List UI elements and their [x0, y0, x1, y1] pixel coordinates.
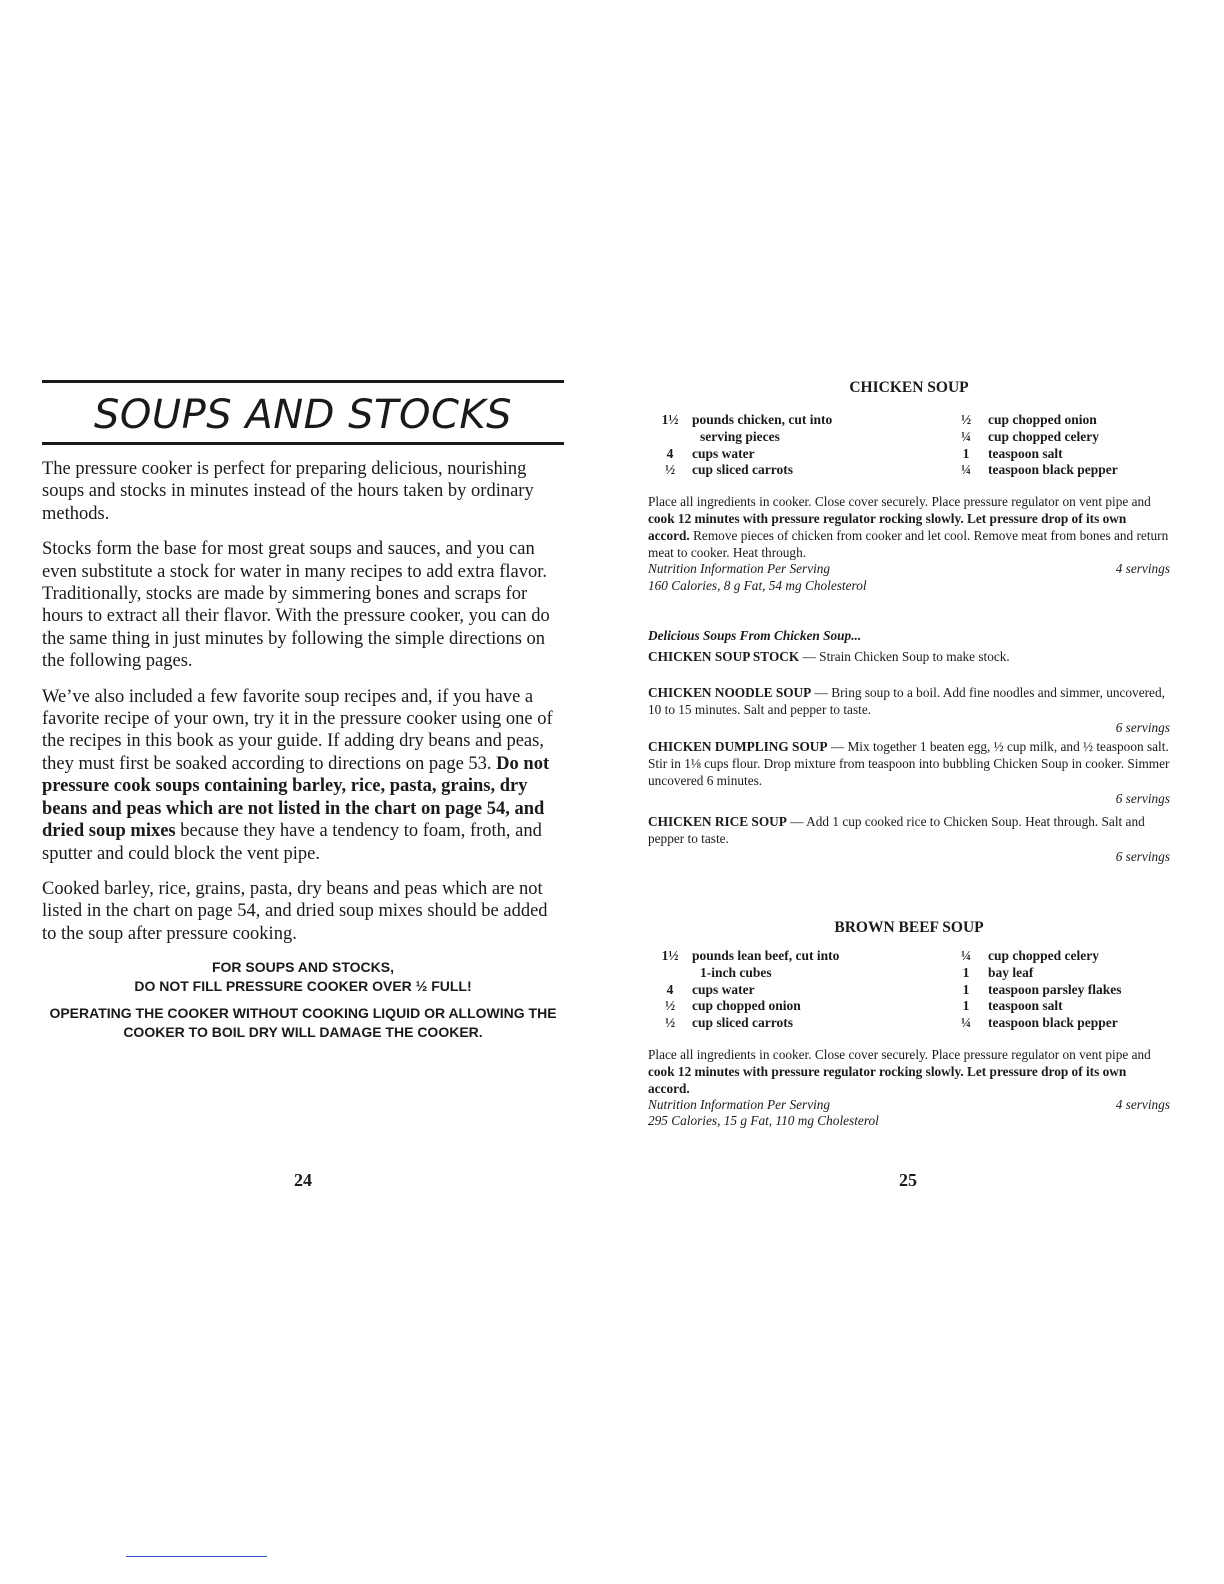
ingredient-text: cup chopped celery — [988, 428, 1099, 444]
ingredient-row — [944, 412, 1170, 429]
chicken-soup-title: CHICKEN SOUP — [849, 379, 969, 396]
ingredient-row — [648, 446, 944, 463]
directions-part: Place all ingredients in cooker. Close cover securely. Place pressure regulator on vent pipe and — [648, 1046, 1151, 1062]
variation-name: CHICKEN DUMPLING SOUP — [648, 739, 828, 754]
ingredients-left-column — [648, 412, 944, 479]
p3-end: because they have a tendency to foam, froth, and sputter and could block the vent pipe. — [42, 821, 542, 864]
directions-part: Place all ingredients in cooker. Close cover securely. Place pressure regulator on vent pipe and — [648, 494, 1151, 510]
variations-heading: Delicious Soups From Chicken Soup... — [648, 628, 862, 643]
directions-bold: cook 12 minutes with pressure regulator rocking slowly. Let pressure drop of its own accord. — [648, 1063, 1127, 1096]
boil-dry-warning: OPERATING THE COOKER WITHOUT COOKING LIQUID OR ALLOWING THE COOKER TO BOIL DRY WILL DAMAGE THE COOKER. — [49, 1005, 557, 1041]
ingredient-text: bay leaf — [988, 964, 1034, 980]
chicken-soup-nutrition-values: 160 Calories, 8 g Fat, 54 mg Cholesterol — [648, 577, 867, 593]
ingredient-row — [944, 982, 1170, 999]
ingredient-qty: ½ — [664, 1015, 676, 1031]
variation-name: CHICKEN NOODLE SOUP — [648, 685, 812, 700]
variation-servings: 6 servings — [1115, 791, 1170, 806]
ingredient-text: cup chopped onion — [988, 412, 1097, 427]
ingredient-qty: 4 — [666, 981, 674, 997]
chicken-soup-directions — [648, 493, 1170, 561]
p3-bold-warning: Do not pressure cook soups containing barley, rice, pasta, grains, dry beans and peas which are not listed in the chart on page 54, and dried soup mixes — [42, 753, 550, 842]
beef-soup-title: BROWN BEEF SOUP — [834, 919, 984, 936]
ingredient-row — [944, 1015, 1170, 1032]
ingredient-qty: 1 — [962, 998, 970, 1014]
chicken-soup-variations — [648, 627, 1170, 865]
ingredient-row — [648, 462, 944, 479]
ingredient-qty: ½ — [664, 462, 676, 478]
variation-stock — [648, 648, 1170, 665]
ingredient-continuation: serving pieces — [700, 428, 780, 444]
p3-start: We’ve also included a few favorite soup recipes and, if you have a favorite recipe of your own, try it in the pressure cooker using one of the recipes in this book as your guide. If adding dry beans and peas, they must first be soaked according to directions on page 53. — [42, 686, 553, 774]
ingredient-text: pounds lean beef, cut into — [692, 948, 840, 963]
ingredient-qty: ¼ — [960, 1015, 972, 1031]
variation-name: CHICKEN SOUP STOCK — [648, 649, 800, 664]
chicken-soup-ingredients — [648, 412, 1170, 479]
variation-text: — Bring soup to a boil. Add fine noodles and simmer, uncovered, 10 to 15 minutes. Salt and pepper to taste. — [648, 685, 1165, 717]
ingredient-text: cup sliced carrots — [692, 1015, 793, 1031]
ingredient-row — [944, 998, 1170, 1015]
intro-paragraph-1: The pressure cooker is perfect for preparing delicious, nourishing soups and stocks in minutes instead of the hours taken by ordinary methods. — [42, 459, 534, 524]
beef-soup-nutrition — [648, 1097, 1170, 1114]
ingredient-row — [944, 446, 1170, 463]
ingredient-row — [648, 948, 944, 965]
servings: 4 servings — [1115, 1096, 1170, 1112]
ingredient-qty: ½ — [664, 998, 676, 1014]
nutrition-label: Nutrition Information Per Serving — [648, 561, 831, 577]
ingredient-qty: 1½ — [661, 412, 679, 427]
ingredient-text: teaspoon salt — [988, 445, 1063, 461]
ingredient-qty: ¼ — [960, 948, 972, 963]
ingredient-qty: 1 — [962, 981, 970, 997]
ingredient-row — [944, 429, 1170, 446]
link-underline-artifact — [126, 1556, 267, 1557]
variation-dumpling — [648, 738, 1170, 789]
chicken-soup-nutrition — [648, 561, 1170, 578]
servings: 4 servings — [1115, 561, 1170, 577]
ingredient-continuation: 1-inch cubes — [700, 964, 772, 980]
ingredient-row — [944, 948, 1170, 965]
ingredient-row — [648, 1015, 944, 1032]
ingredient-text: teaspoon salt — [988, 998, 1063, 1014]
section-title: SOUPS AND STOCKS — [93, 392, 513, 438]
ingredient-qty: 1 — [962, 964, 970, 980]
ingredient-qty: ¼ — [960, 428, 972, 444]
variation-name: CHICKEN RICE SOUP — [648, 814, 787, 829]
page-number-left: 24 — [294, 1170, 312, 1190]
variation-servings: 6 servings — [1115, 720, 1170, 735]
directions-part: Remove pieces of chicken from cooker and let cool. Remove meat from bones and return meat to cooker. Heat through. — [648, 528, 1169, 561]
beef-soup-nutrition-values: 295 Calories, 15 g Fat, 110 mg Cholesterol — [648, 1113, 879, 1129]
intro-text — [42, 458, 564, 945]
fill-warning-line-1: FOR SOUPS AND STOCKS, — [211, 959, 395, 976]
beef-soup-ingredients — [648, 948, 1170, 1032]
page-number-right: 25 — [899, 1170, 917, 1190]
ingredients-left-column — [648, 948, 944, 1032]
ingredient-text: teaspoon parsley flakes — [988, 981, 1122, 997]
ingredient-qty: 1½ — [661, 948, 679, 963]
title-bottom-rule — [42, 442, 564, 445]
intro-paragraph-3 — [42, 686, 564, 865]
ingredients-right-column — [944, 948, 1170, 1032]
directions-bold: cook 12 minutes with pressure regulator rocking slowly. Let pressure drop of its own accord. — [648, 511, 1127, 544]
variation-servings: 6 servings — [1115, 849, 1170, 864]
ingredient-text: teaspoon black pepper — [988, 1015, 1118, 1031]
ingredient-row — [944, 965, 1170, 982]
chicken-soup-recipe — [648, 378, 1170, 594]
ingredient-text: cups water — [692, 445, 755, 461]
fill-warning-line-2: DO NOT FILL PRESSURE COOKER OVER ½ FULL! — [134, 978, 472, 995]
variation-rice — [648, 813, 1170, 847]
ingredient-qty: 4 — [666, 445, 674, 461]
ingredient-text: cup chopped onion — [692, 998, 801, 1014]
ingredient-text: cup chopped celery — [988, 948, 1099, 963]
ingredient-text: pounds chicken, cut into — [692, 412, 833, 427]
ingredient-text: cup sliced carrots — [692, 462, 793, 478]
variation-text: — Add 1 cup cooked rice to Chicken Soup. Heat through. Salt and pepper to taste. — [648, 814, 1145, 846]
title-top-rule — [42, 380, 564, 383]
ingredient-qty: 1 — [962, 445, 970, 461]
intro-paragraph-2: Stocks form the base for most great soups and sauces, and you can even substitute a stock for water in many recipes to add extra flavor. Traditionally, stocks are made by simmering bones and scraps for hours to extract all their flavor. With the pressure cooker, you can do the same thing in just minutes by following the simple directions on the following pages. — [42, 539, 550, 672]
variation-noodle — [648, 684, 1170, 718]
ingredient-qty: ½ — [960, 412, 972, 427]
ingredient-text: cups water — [692, 981, 755, 997]
ingredient-text: teaspoon black pepper — [988, 462, 1118, 478]
ingredient-row — [648, 998, 944, 1015]
ingredient-row — [944, 462, 1170, 479]
beef-soup-directions — [648, 1046, 1170, 1097]
intro-paragraph-4: Cooked barley, rice, grains, pasta, dry beans and peas which are not listed in the chart on page 54, and dried soup mixes should be added to the soup after pressure cooking. — [42, 878, 548, 944]
nutrition-label: Nutrition Information Per Serving — [648, 1096, 831, 1112]
variation-text: — Strain Chicken Soup to make stock. — [802, 649, 1010, 664]
brown-beef-soup-recipe — [648, 918, 1170, 1130]
variation-text: — Mix together 1 beaten egg, ½ cup milk, and ½ teaspoon salt. Stir in 1⅛ cups flour. Drop mixture from teaspoon into bubbling Chicken Soup in cooker. Simmer uncovered 6 minutes. — [648, 739, 1170, 788]
fill-warning — [42, 958, 564, 996]
left-page — [42, 380, 564, 1042]
ingredients-right-column — [944, 412, 1170, 479]
ingredient-qty: ¼ — [960, 462, 972, 478]
ingredient-row — [648, 982, 944, 999]
ingredient-row — [648, 412, 944, 429]
